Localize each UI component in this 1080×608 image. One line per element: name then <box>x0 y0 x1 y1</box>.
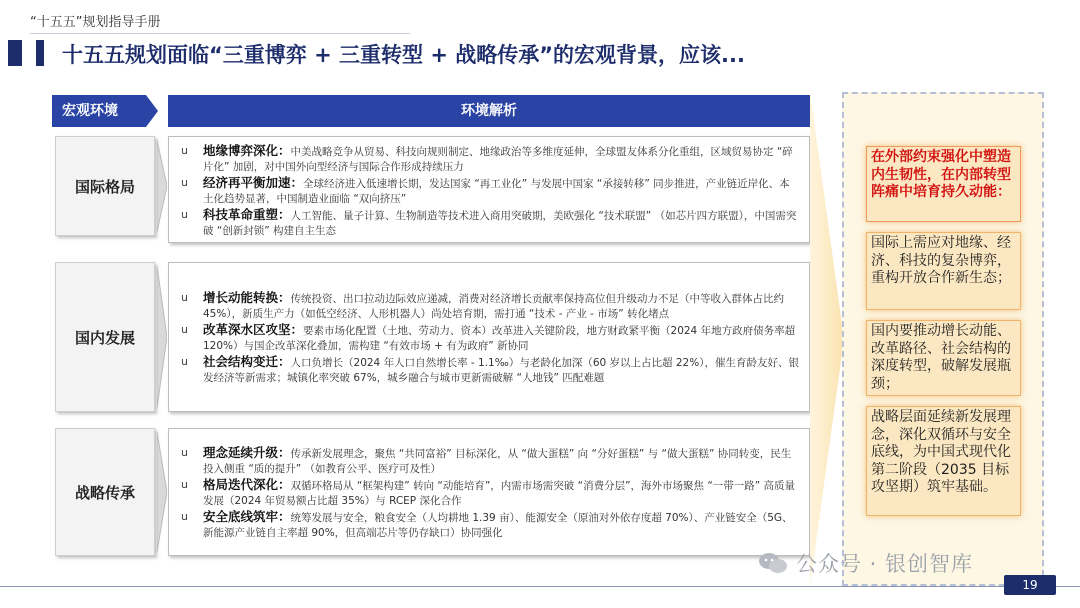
page-title: 十五五规划面临“三重博弈 + 三重转型 + 战略传承”的宏观背景，应该... <box>62 43 745 67</box>
conclusion-card-strategy: 战略层面延续新发展理念，深化双循环与安全底线，为中国式现代化第二阶段（2035 目标攻坚期）筑牢基础。 <box>866 406 1021 516</box>
header-divider <box>30 33 410 34</box>
list-item: u 科技革命重塑：人工智能、量子计算、生物制造等技术进入商用突破期，美欧强化 “技术联盟” （如芯片四方联盟），中国需突破 “创新封锁” 构建自主生态 <box>181 206 797 237</box>
section-analysis-strategy <box>168 428 810 556</box>
column-head-environment-label: 宏观环境 <box>62 103 118 119</box>
footer-divider <box>0 586 1080 587</box>
section-label-domestic: 国内发展 <box>55 262 155 412</box>
wechat-icon <box>758 551 788 575</box>
list-item: u 增长动能转换：传统投资、出口拉动边际效应递减，消费对经济增长贡献率保持高位但升级动力不足（中等收入群体占比约 45%），新质生产力（如低空经济、人形机器人）尚处培育期，需打通 “技术 - 产业 - 市场” 转化堵点 <box>181 290 785 320</box>
list-item: u 格局迭代深化：双循环格局从 “框架构建” 转向 “动能培育”，内需市场需突破 “消费分层”，海外市场聚焦 “一带一路” 高质量发展（2024 年贸易额占比超 35%）与 RCEP 深化合作 <box>181 477 796 507</box>
conclusion-card-key: 在外部约束强化中塑造内生韧性，在内部转型阵痛中培育持久动能： <box>866 146 1021 222</box>
chevron-right-icon <box>810 92 844 586</box>
page-number: 19 <box>1004 575 1056 595</box>
section-analysis-domestic <box>168 262 810 412</box>
watermark-text: 公众号 · 银创智库 <box>796 552 974 576</box>
list-item: u 理念延续升级：传承新发展理念，聚焦 “共同富裕” 目标深化，从 “做大蛋糕” 向 “分好蛋糕” 与 “做大蛋糕” 协同转变，民生投入侧重 “质的提升” （如教育公平、医疗可及性） <box>181 445 792 475</box>
section-arrow-icon <box>157 428 167 556</box>
column-head-analysis: 环境解析 <box>168 95 810 127</box>
section-label-strategy: 战略传承 <box>55 428 155 556</box>
conclusion-card-international: 国际上需应对地缘、经济、科技的复杂博弈，重构开放合作新生态； <box>866 232 1021 310</box>
watermark <box>758 548 973 578</box>
section-analysis-international <box>168 136 810 243</box>
conclusion-card-domestic: 国内要推动增长动能、改革路径、社会结构的深度转型，破解发展瓶颈； <box>866 320 1021 396</box>
list-item: u 社会结构变迁：人口负增长（2024 年人口自然增长率 - 1.1‰）与老龄化加深（60 岁以上占比超 22%），催生育龄友好、银发经济等新需求；城镇化率突破 67%，城乡融合与城市更新需破解 “人地钱” 匹配难题 <box>181 354 799 384</box>
list-item: u 地缘博弈深化：中美战略竞争从贸易、科技向规则制定、地缘政治等多维度延伸，全球盟友体系分化重组，区域贸易协定 “碎片化” 加剧，对中国外向型经济与国际合作形成持续压力 <box>181 142 793 173</box>
section-arrow-icon <box>157 136 167 236</box>
section-label-international: 国际格局 <box>55 136 155 236</box>
doc-label: “十五五”规划指导手册 <box>30 15 161 30</box>
list-item: u 经济再平衡加速：全球经济进入低速增长期，发达国家 “再工业化” 与发展中国家 “承接转移” 同步推进，产业链近岸化、本土化趋势显著，中国制造业面临 “双向挤压” <box>181 174 790 205</box>
column-head-environment <box>52 95 158 127</box>
list-item: u 改革深水区攻坚：要素市场化配置（土地、劳动力、资本）改革进入关键阶段，地方财政紧平衡（2024 年地方政府债务率超 120%）与国企改革深化叠加，需构建 “有效市场 + 有为政府” 新协同 <box>181 322 796 352</box>
section-arrow-icon <box>157 262 167 412</box>
list-item: u 安全底线筑牢：统筹发展与安全，粮食安全（人均耕地 1.39 亩）、能源安全（原油对外依存度超 70%）、产业链安全（5G、新能源产业链自主率超 90%，但高端芯片等仍存缺口）协同强化 <box>181 509 793 539</box>
